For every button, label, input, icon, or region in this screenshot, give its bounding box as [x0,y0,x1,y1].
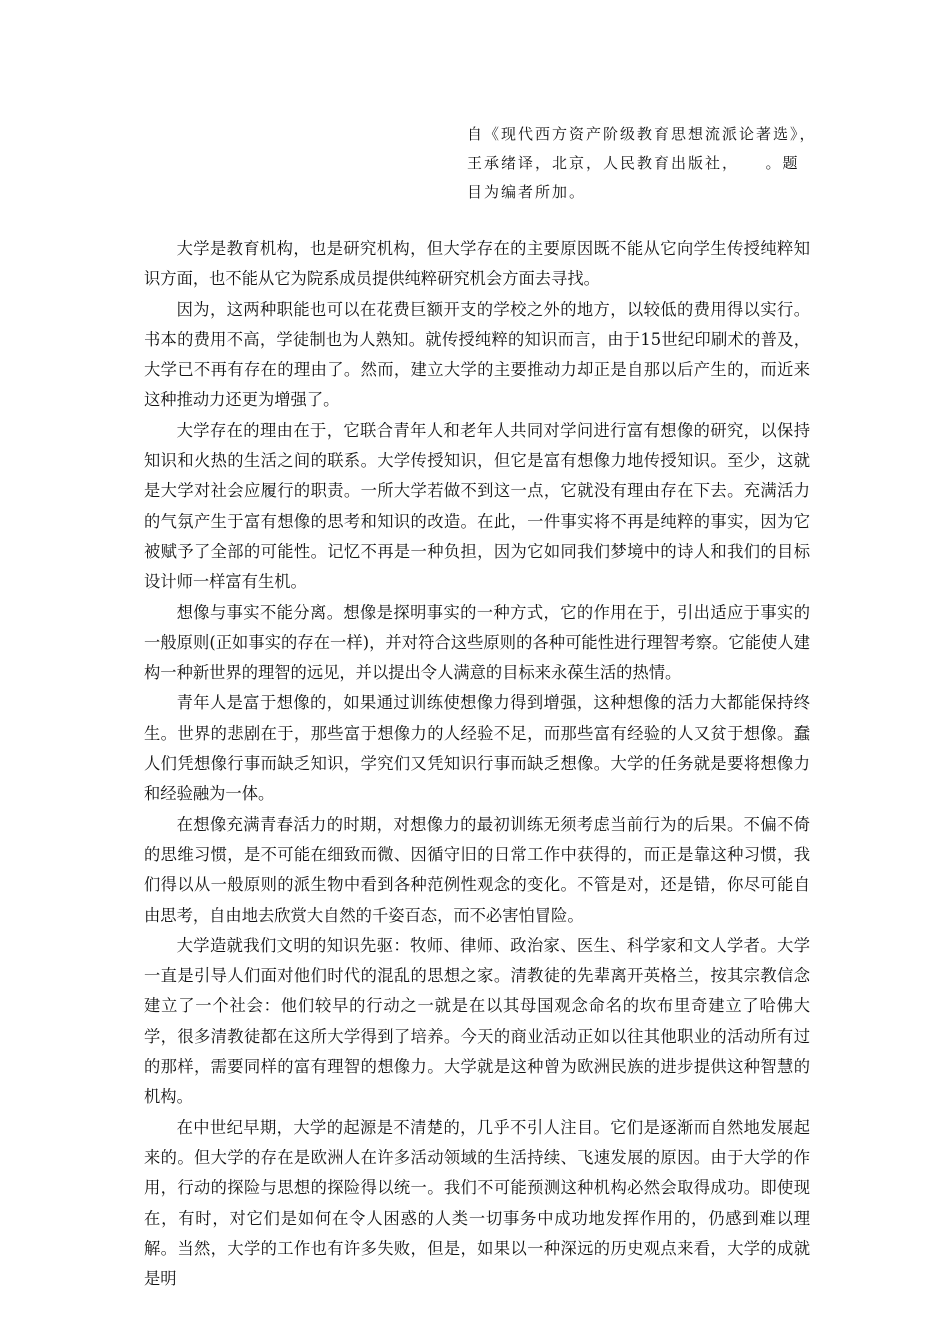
paragraph: 大学造就我们文明的知识先驱：牧师、律师、政治家、医生、科学家和文人学者。大学一直是引导人们面对他们时代的混乱的思想之家。清教徒的先辈离开英格兰，按其宗教信念建立了一个社会：他们较早的行动之一就是在以其母国观念命名的坎布里奇建立了哈佛大学，很多清教徒都在这所大学得到了培养。今天的商业活动正如以往其他职业的活动所有过的那样，需要同样的富有理智的想像力。大学就是这种曾为欧洲民族的进步提供这种智慧的机构。 [144,935,810,1107]
source-note [467,120,817,207]
paragraph: 在中世纪早期，大学的起源是不清楚的，几乎不引人注目。它们是逐渐而自然地发展起来的。但大学的存在是欧洲人在许多活动领域的生活持续、飞速发展的原因。由于大学的作用，行动的探险与思想的探险得以统一。我们不可能预测这种机构必然会取得成功。即使现在，有时，对它们是如何在令人困惑的人类一切事务中成功地发挥作用的，仍感到难以理解。当然，大学的工作也有许多失败，但是，如果以一种深远的历史观点来看，大学的成就是明 [144,1117,810,1289]
paragraph: 青年人是富于想像的，如果通过训练使想像力得到增强，这种想像的活力大都能保持终生。世界的悲剧在于，那些富于想像力的人经验不足，而那些富有经验的人又贫于想像。蠢人们凭想像行事而缺乏知识，学究们又凭知识行事而缺乏想像。大学的任务就是要将想像力和经验融为一体。 [144,693,810,804]
paragraph: 想像与事实不能分离。想像是探明事实的一种方式，它的作用在于，引出适应于事实的一般原则(正如事实的存在一样)，并对符合这些原则的各种可能性进行理智考察。它能使人建构一种新世界的理智的远见，并以提出令人满意的目标来永葆生活的热情。 [144,602,810,683]
paragraph: 因为，这两种职能也可以在花费巨额开支的学校之外的地方，以较低的费用得以实行。书本的费用不高，学徒制也为人熟知。就传授纯粹的知识而言，由于15世纪印刷术的普及，大学已不再有存在的理由了。然而，建立大学的主要推动力却正是自那以后产生的，而近来这种推动力还更为增强了。 [144,299,810,410]
body-text [144,234,810,1294]
paragraph: 大学是教育机构，也是研究机构，但大学存在的主要原因既不能从它向学生传授纯粹知识方面，也不能从它为院系成员提供纯粹研究机会方面去寻找。 [144,239,810,289]
source-note-line: 自《现代西方资产阶级教育思想流派论著选》， [467,125,817,143]
source-note-line: 目为编者所加。 [467,183,587,201]
paragraph: 在想像充满青春活力的时期，对想像力的最初训练无须考虑当前行为的后果。不偏不倚的思维习惯，是不可能在细致而微、因循守旧的日常工作中获得的，而正是靠这种习惯，我们得以从一般原则的派生物中看到各种范例性观念的变化。不管是对，还是错，你尽可能自由思考，自由地去欣赏大自然的千姿百态，而不必害怕冒险。 [144,814,810,925]
paragraph: 大学存在的理由在于，它联合青年人和老年人共同对学问进行富有想像的研究，以保持知识和火热的生活之间的联系。大学传授知识，但它是富有想像力地传授知识。至少，这就是大学对社会应履行的职责。一所大学若做不到这一点，它就没有理由存在下去。充满活力的气氛产生于富有想像的思考和知识的改造。在此，一件事实将不再是纯粹的事实，因为它被赋予了全部的可能性。记忆不再是一种负担，因为它如同我们梦境中的诗人和我们的目标设计师一样富有生机。 [144,420,810,592]
source-note-line: 王承绪译，北京，人民教育出版社， 。题 [467,154,800,172]
